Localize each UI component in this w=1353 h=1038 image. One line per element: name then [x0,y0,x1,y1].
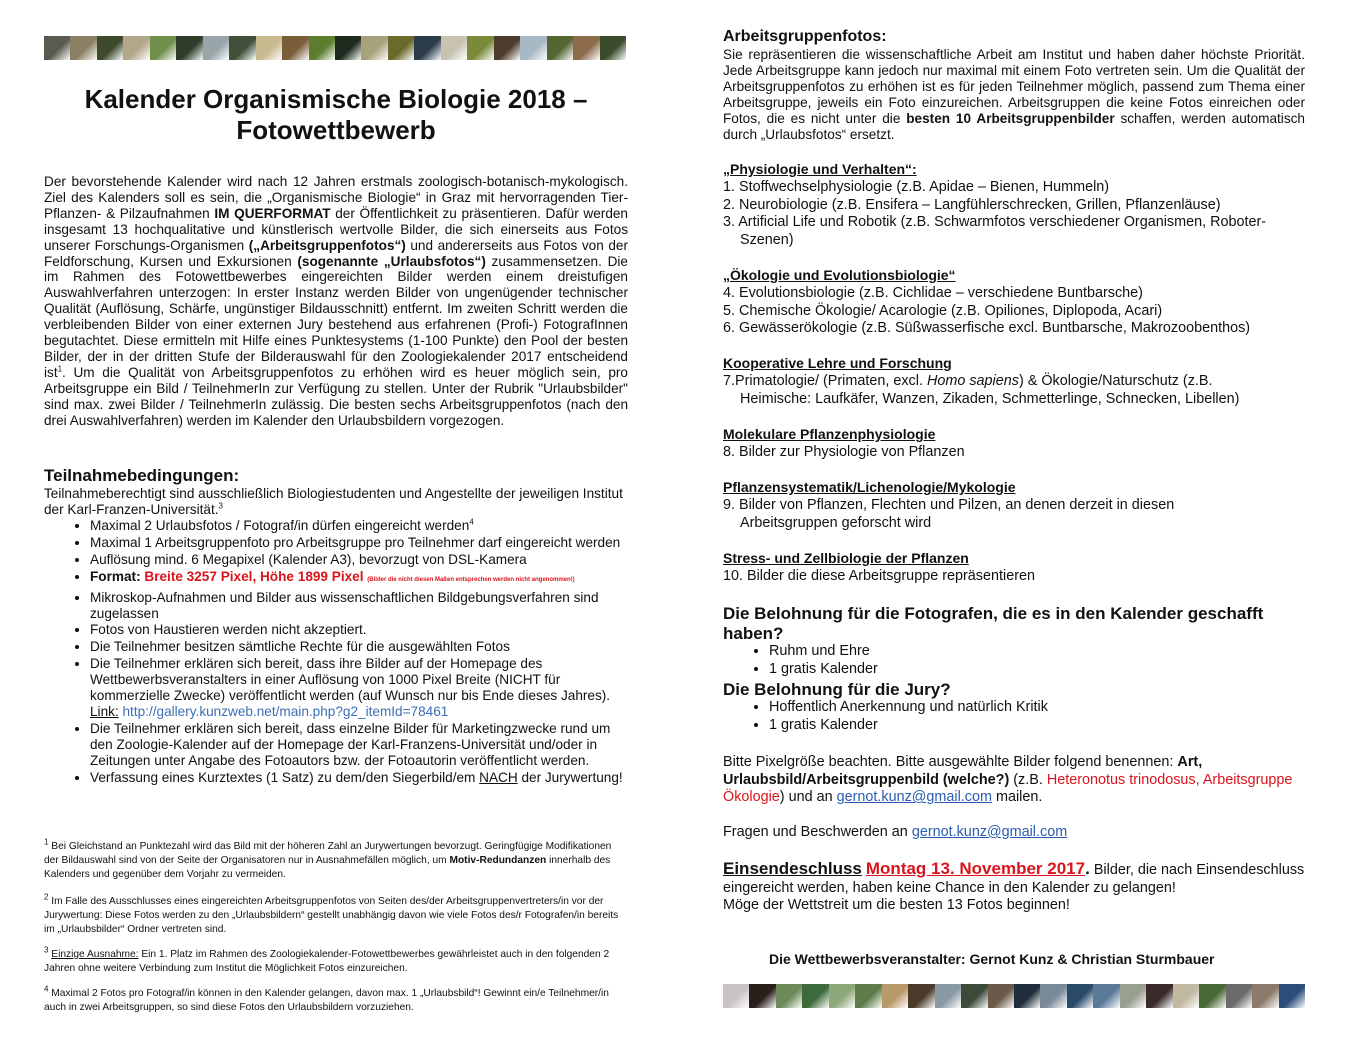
strip-photo [1146,984,1172,1008]
group-items-cooperative [723,373,1307,408]
condition-text: Die Teilnehmer erklären sich bereit, dass ihre Bilder auf der Homepage des Wettbewerbsveranstalters in einer Auflösung von 1000 Pixel Breite (NICHT für kommerzielle Zwecke) veröffentlicht werden (auf Wunsch nur bis Ende dieses Jahres). [90,656,611,704]
strip-photo [494,36,520,60]
footnote-number: 4 [44,984,49,994]
footnote-text: Im Falle des Ausschlusses eines eingereichten Arbeitsgruppenfotos von Seiten des/der Arbeitsgruppenvertreters/in vor der Jurywertung: Diese Fotos werden zu den „Urlaubsbildern“ gestellt unabhängig davon wie viele Fotos des/r Fotografen/in bereits im „Urlaubsbilder“ Ordner vertreten sind. [44,896,619,935]
strip-photo [282,36,308,60]
right-page [723,0,1307,1038]
list-item: • Fotos von Haustieren werden nicht akzeptiert. [90,622,628,638]
group-items-physiology [723,179,1307,249]
strip-photo [467,36,493,60]
intro-text-2: der Öffentlichkeit zu präsentieren. Dafür werden insgesamt 13 hochqualitative und künstlerisch wertvolle Bilder, die sich einerseits aus Fotos unserer Forschungs-Organismen [44,205,628,253]
group-heading-ecology: „Ökologie und Evolutionsbiologie“ [723,267,956,283]
strip-photo [1120,984,1146,1008]
footnote-bold: Motiv-Redundanzen [449,855,547,866]
format-value: Breite 3257 Pixel, Höhe 1899 Pixel [144,568,364,584]
intro-text-1: Der bevorstehende Kalender wird nach 12 Jahren erstmals zoologisch-botanisch-mykologisch. Ziel des Kalenders soll es sein, die „Organismische Biologie“ in Graz mit hervorragenden Tier- Pflanzen- & Pilzaufnahmen [44,174,628,221]
left-page [44,0,628,1038]
email-link[interactable]: gernot.kunz@gmail.com [836,789,992,806]
footnote-ref-3: 3 [218,501,223,511]
group-items-stress [723,568,1307,586]
strip-photo [1226,984,1252,1008]
intro-agf: („Arbeitsgruppenfotos“) [248,237,406,253]
link-label: Link: [90,703,119,719]
list-item: • Auflösung mind. 6 Megapixel (Kalender A3), bevorzugt von DSL-Kamera [90,552,628,568]
organizers-line: Die Wettbewerbsveranstalter: Gernot Kunz & Christian Sturmbauer [769,951,1215,967]
format-note: (Bilder die nicht diesen Maßen entsprechen werden nicht angenommen!) [367,576,575,583]
page-title [44,84,628,146]
footnote-text: Ein 1. Platz im Rahmen des Zoologiekalender-Fotowettbewerbes gewährleistet auch in den folgenden 2 Jahren ohne weitere Verbindung zum Institut die Möglichkeit Fotos einzureichen. [44,949,610,974]
list-item-continued: Heimische: Laufkäfer, Wanzen, Zikaden, Schmetterlinge, Schnecken, Libellen) [740,390,1240,407]
reward-photographers-list [723,643,878,678]
list-item-continued: Szenen) [740,231,794,248]
naming-text-4: mailen. [992,789,1043,806]
intro-text-5: . Um die Qualität von Arbeitsgruppenfotos zu erhöhen wird es heuer möglich sein, pro Arbeitsgruppe ein Bild / TeilnehmerIn zur Verfügung zu stellen. Unter der Rubrik "Urlaubsbilder" sind max. zwei Bilder / TeilnehmerIn zulässig. Die besten sechs Arbeitsgruppenfotos (nach den drei Auswahlverfahren) werden im Kalender den Urlaubsbildern vorgezogen. [44,364,628,428]
group-items-molecular [723,444,1307,462]
list-item: • 1 gratis Kalender [769,717,1048,735]
agf-text-1: Sie repräsentieren die wissenschaftliche Arbeit am Institut und haben daher höchste Priorität. Jede Arbeitsgruppe kann jedoch nur maximal mit einem Foto vertreten sein. Um die Qualität der Arbeitsgruppenfotos zu erhöhen ist es für jeden Teilnehmer möglich, passend zum Thema einer Arbeitsgruppe, jeweils ein Foto einzureichen. Arbeitsgruppen die keine Fotos einreichen oder Fotos, die es nicht unter die [723,47,1305,126]
strip-photo [961,984,987,1008]
agf-text-2: schaffen, werden automatisch durch „Urlaubsfotos“ ersetzt. [723,110,1305,142]
conditions-list [44,518,628,787]
group-heading-cooperative: Kooperative Lehre und Forschung [723,355,952,371]
strip-photo [1173,984,1199,1008]
footnote-2 [44,892,628,937]
strip-photo [988,984,1014,1008]
strip-photo [829,984,855,1008]
strip-photo [97,36,123,60]
list-item: 4. Evolutionsbiologie (z.B. Cichlidae – verschiedene Buntbarsche) [723,285,1143,301]
list-item: • Mikroskop-Aufnahmen und Bilder aus wissenschaftlichen Bildgebungsverfahren sind zugelassen [90,590,628,622]
list-item: • Die Teilnehmer erklären sich bereit, dass einzelne Bilder für Marketingzwecke rund um den Zoologie-Kalender auf der Homepage der Karl-Franzens-Universität und/oder in Zeitungen unter Angabe des Fotoautors bzw. der Fotoautorin veröffentlicht werden. [90,721,628,769]
group-items-ecology [723,285,1307,338]
strip-photo [855,984,881,1008]
strip-photo [1093,984,1119,1008]
list-item: 5. Chemische Ökologie/ Acarologie (z.B. Opiliones, Diplopoda, Acari) [723,302,1163,319]
strip-photo [256,36,282,60]
email-link[interactable]: gernot.kunz@gmail.com [911,824,1068,840]
strip-photo [1252,984,1278,1008]
list-item [90,518,628,534]
conditions-intro-text: Teilnahmeberechtigt sind ausschließlich Biologiestudenten und Angestellte der jeweiligen Institut der Karl-Franzen-Universität. [44,486,623,517]
footnote-number: 1 [44,837,49,847]
agf-heading: Arbeitsgruppenfotos: [723,28,887,45]
reward-photographers-heading: Die Belohnung für die Fotografen, die es in den Kalender geschafft haben? [723,604,1264,643]
list-item [90,569,628,589]
strip-photo [70,36,96,60]
intro-text-3: und andererseits aus Fotos von der Feldforschung, Kursen und Exkursionen [44,237,628,269]
naming-instructions [723,754,1307,807]
strip-photo [361,36,387,60]
strip-photo [1067,984,1093,1008]
agf-paragraph [723,47,1305,142]
footnote-label: Einzige Ausnahme: [51,949,139,960]
list-item: 3. Artificial Life und Robotik (z.B. Schwarmfotos verschiedener Organismen, Roboter- [723,214,1267,231]
footnote-number: 3 [44,945,49,955]
photo-strip-top [44,36,626,60]
intro-paragraph [44,174,628,429]
list-item-text-end: ) & Ökologie/Naturschutz (z.B. [1018,373,1213,389]
strip-photo [547,36,573,60]
strip-photo [935,984,961,1008]
gallery-link[interactable]: http://gallery.kunzweb.net/main.php?g2_itemId=78461 [122,703,449,719]
list-item: 9. Bilder von Pflanzen, Flechten und Pilzen, an denen derzeit in diesen [723,497,1175,513]
list-item: • 1 gratis Kalender [769,661,878,679]
agf-bold: besten 10 Arbeitsgruppenbilder [906,110,1115,126]
photo-strip-bottom [723,984,1305,1008]
footnote-text: Maximal 2 Fotos pro Fotograf/in können in den Kalender gelangen, davon max. 1 „Urlaubsbild“! Gewinnt ein/e Teilnehmer/in auch in zwei Arbeitsgruppen, so sind diese Fotos den Urlaubsbildern vorzuziehen. [44,988,609,1013]
conditions-intro [44,486,628,518]
list-item: 6. Gewässerökologie (z.B. Süßwasserfische excl. Buntbarsche, Makrozoobenthos) [723,320,1251,337]
footnote-number: 2 [44,892,49,902]
strip-photo [335,36,361,60]
title-line-1: Kalender Organismische Biologie 2018 – [84,84,588,114]
deadline-date: Montag 13. November 2017 [865,859,1086,878]
reward-jury-list [723,699,1048,734]
strip-photo [1199,984,1225,1008]
strip-photo [908,984,934,1008]
nach-underlined: NACH [479,769,518,785]
footnote-ref-4: 4 [469,517,474,527]
strip-photo [520,36,546,60]
list-item-text: 7.Primatologie/ (Primaten, excl. [723,373,927,389]
strip-photo [229,36,255,60]
list-item: 8. Bilder zur Physiologie von Pflanzen [723,444,965,460]
group-heading-systematics: Pflanzensystematik/Lichenologie/Mykologie [723,479,1016,495]
deadline-text: Bilder, die nach Einsendeschluss eingereicht werden, haben keine Chance in den Kalender zu gelangen! [723,862,1305,896]
strip-photo [600,36,626,60]
naming-text-2: (z.B. [1009,771,1047,788]
list-item: • Die Teilnehmer besitzen sämtliche Rechte für die ausgewählten Fotos [90,639,628,655]
list-item: • Maximal 1 Arbeitsgruppenfoto pro Arbeitsgruppe pro Teilnehmer darf eingereicht werden [90,535,628,551]
strip-photo [573,36,599,60]
list-item: • Hoffentlich Anerkennung und natürlich Kritik [769,699,1048,717]
naming-bold: Art, Urlaubsbild/Arbeitsgruppenbild (welche?) [723,754,1203,788]
footnote-text: Bei Gleichstand an Punktezahl wird das Bild mit der höheren Zahl an Jurywertungen bevorzugt. Geringfügige Modifikationen der Bildauswahl sind von der Seite der Organisatoren nur in Ausnahmefällen möglich, um [44,841,612,866]
strip-photo [882,984,908,1008]
intro-text-4: zusammensetzen. Die im Rahmen des Fotowettbewerbes eingereichten Bilder werden einem dreistufigen Auswahlverfahren unterzogen: In erster Instanz werden Bilder von ungenügender technischer Qualität (Auflösung, Schärfe, ungünstiger Bildausschnitt) entfernt. Im zweiten Schritt werden die verbleibenden Bilder von einer externen Jury bestehend aus erfahrenen (Profi-) FotografInnen begutachtet. Diese ermitteln mit Hilfe eines Punktesystems (1-100 Punkte) den Pool der besten Bilder, der in der dritten Stufe der Bilderauswahl für den Zoologiekalender 2017 entscheidend ist [44,253,628,380]
intro-querformat: IM QUERFORMAT [214,205,331,221]
footnote-4 [44,984,628,1015]
list-item [90,656,628,720]
list-item [723,373,1307,391]
list-item-continued: Arbeitsgruppen geforscht wird [740,514,932,531]
strip-photo [203,36,229,60]
naming-text-3: ) und an [779,789,837,806]
deadline-block [723,860,1307,915]
questions-text: Fragen und Beschwerden an [723,824,912,840]
strip-photo [150,36,176,60]
format-label: Format: [90,568,145,584]
intro-ulf: (sogenannte „Urlaubsfotos“) [297,253,486,269]
condition-text-end: der Jurywertung! [517,769,623,785]
strip-photo [414,36,440,60]
questions-line [723,824,1307,842]
strip-photo [123,36,149,60]
list-item: • Ruhm und Ehre [769,643,878,661]
deadline-label: Einsendeschluss [723,859,862,878]
strip-photo [1040,984,1066,1008]
strip-photo [1014,984,1040,1008]
title-line-2: Fotowettbewerb [236,115,436,145]
strip-photo [776,984,802,1008]
footnote-text-end: innerhalb des Kalenders und gegenüber dem Vorjahr zu vermeiden. [44,855,611,880]
condition-text: Verfassung eines Kurztextes (1 Satz) zu dem/den Siegerbild/em [90,769,480,785]
list-item: 2. Neurobiologie (z.B. Ensifera – Langfühlerschrecken, Grillen, Pflanzenläuse) [723,196,1221,213]
footnote-1 [44,837,628,882]
strip-photo [749,984,775,1008]
strip-photo [309,36,335,60]
reward-jury-heading: Die Belohnung für die Jury? [723,680,951,699]
strip-photo [723,984,749,1008]
strip-photo [44,36,70,60]
list-item [90,770,628,786]
footnote-3 [44,945,628,976]
group-heading-physiology: „Physiologie und Verhalten“: [723,161,917,177]
naming-example: Heteronotus trinodosus, Arbeitsgruppe Ökologie [723,771,1293,806]
closing-line: Möge der Wettstreit um die besten 13 Fotos beginnen! [723,897,1070,914]
list-item-italic: Homo sapiens [926,373,1019,389]
group-items-systematics [723,497,1307,532]
condition-text: Maximal 2 Urlaubsfotos / Fotograf/in dürfen eingereicht werden [90,518,470,533]
group-heading-stress: Stress- und Zellbiologie der Pflanzen [723,550,969,566]
list-item: 10. Bilder die diese Arbeitsgruppe repräsentieren [723,568,1035,584]
deadline-dot: . [1085,859,1090,878]
strip-photo [1279,984,1305,1008]
group-heading-molecular: Molekulare Pflanzenphysiologie [723,426,936,442]
naming-text-1: Bitte Pixelgröße beachten. Bitte ausgewählte Bilder folgend benennen: [723,754,1178,770]
strip-photo [388,36,414,60]
strip-photo [802,984,828,1008]
strip-photo [176,36,202,60]
conditions-heading: Teilnahmebedingungen: [44,466,240,485]
footnote-ref-1: 1 [57,364,63,374]
list-item: 1. Stoffwechselphysiologie (z.B. Apidae – Bienen, Hummeln) [723,179,1110,195]
strip-photo [441,36,467,60]
